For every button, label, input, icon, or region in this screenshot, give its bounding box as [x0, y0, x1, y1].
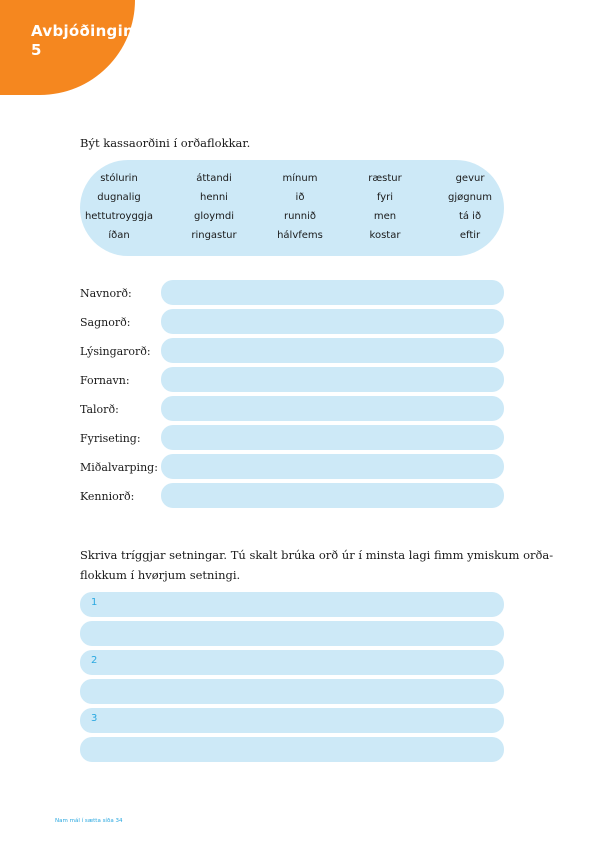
- word: henni: [200, 192, 228, 203]
- sentence-line[interactable]: [80, 650, 504, 675]
- category-label: Miðalvarping:: [80, 461, 158, 474]
- sentence-line[interactable]: [80, 737, 504, 762]
- word: eftir: [459, 230, 481, 241]
- answer-field-navnord[interactable]: [161, 280, 504, 305]
- category-label: Fornavn:: [80, 374, 130, 387]
- exercise-number: 5: [31, 41, 42, 59]
- word: ið: [295, 192, 305, 203]
- category-label: Lýsingarorð:: [80, 345, 151, 358]
- answer-field-kenniord[interactable]: [161, 483, 504, 508]
- word: hettutroyggja: [84, 211, 154, 222]
- word: ringastur: [191, 230, 237, 241]
- word: íðan: [108, 230, 130, 241]
- answer-field-talord[interactable]: [161, 396, 504, 421]
- sentence-number: 2: [91, 655, 98, 666]
- answer-field-lysingarord[interactable]: [161, 338, 504, 363]
- sentence-line[interactable]: [80, 679, 504, 704]
- sentence-line[interactable]: [80, 621, 504, 646]
- word: áttandi: [196, 173, 232, 184]
- instruction-2: [80, 545, 553, 585]
- word: gjøgnum: [447, 192, 492, 203]
- word: gevur: [455, 173, 485, 184]
- instruction-2-line2: flokkum í hvørjum setningi.: [80, 568, 241, 582]
- word: kostar: [369, 230, 401, 241]
- answer-field-fyriseting[interactable]: [161, 425, 504, 450]
- answer-field-fornavn[interactable]: [161, 367, 504, 392]
- instruction-1: Být kassaorðini í orðaflokkar.: [80, 136, 251, 150]
- answer-field-midalvarping[interactable]: [161, 454, 504, 479]
- instruction-2-line1: Skriva tríggjar setningar. Tú skalt brúka orð úr í minsta lagi fimm ymiskum orða-: [80, 548, 554, 562]
- sentence-number: 1: [91, 597, 98, 608]
- word: gloymdi: [193, 211, 235, 222]
- sentence-line[interactable]: [80, 708, 504, 733]
- word: mínum: [282, 173, 318, 184]
- word-box: [80, 160, 504, 256]
- footer-text: Nam mál í sætta síða 34: [55, 818, 123, 824]
- exercise-title: [31, 22, 134, 60]
- category-label: Navnorð:: [80, 287, 132, 300]
- category-label: Fyriseting:: [80, 432, 141, 445]
- word: fyri: [376, 192, 394, 203]
- category-label: Sagnorð:: [80, 316, 131, 329]
- word: dugnalig: [97, 192, 141, 203]
- answer-field-sagnord[interactable]: [161, 309, 504, 334]
- word: ræstur: [368, 173, 402, 184]
- sentence-number: 3: [91, 713, 98, 724]
- word: tá ið: [458, 211, 482, 222]
- word: stólurin: [100, 173, 138, 184]
- word: men: [373, 211, 397, 222]
- category-label: Kenniorð:: [80, 490, 135, 503]
- sentence-line[interactable]: [80, 592, 504, 617]
- word: runnið: [283, 211, 317, 222]
- category-label: Talorð:: [80, 403, 119, 416]
- exercise-title-word: Avbjóðingin: [31, 22, 135, 40]
- word: hálvfems: [277, 230, 323, 241]
